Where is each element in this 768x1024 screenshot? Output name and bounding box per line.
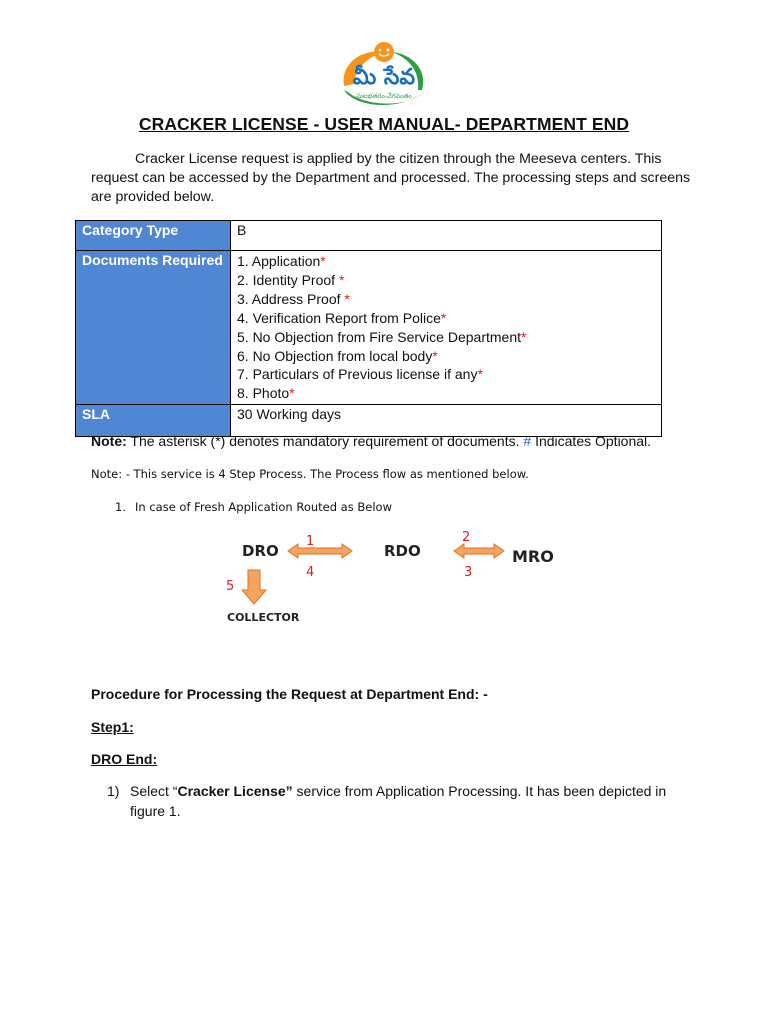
document-item: 2. Identity Proof * xyxy=(237,271,345,288)
node-rdo: RDO xyxy=(384,542,421,560)
double-arrow-icon xyxy=(288,544,352,558)
document-item: 1. Application* xyxy=(237,253,326,269)
asterisk-note: Note: The asterisk (*) denotes mandatory requirement of documents. # Indicates Optional. xyxy=(91,433,652,449)
logo-tagline: సులభతరం-వేగవంతం xyxy=(356,92,412,100)
documents-required-label: Documents Required xyxy=(76,251,231,405)
note-label: Note: xyxy=(91,433,127,449)
process-flow-diagram xyxy=(220,528,560,632)
node-dro: DRO xyxy=(242,542,279,560)
intro-paragraph xyxy=(91,150,691,207)
meeseva-logo xyxy=(334,40,434,114)
document-item: 8. Photo* xyxy=(237,385,295,402)
procedure-heading: Procedure for Processing the Request at Department End: - xyxy=(91,686,488,702)
step-number: 4 xyxy=(306,565,315,580)
document-item: 3. Address Proof * xyxy=(237,290,350,307)
category-type-value: B xyxy=(231,221,662,251)
table-row xyxy=(76,405,662,437)
instruction-paragraph: 1) Select “Cracker License” service from Application Processing. It has been depicted in figure 1. xyxy=(107,783,667,819)
intro-line-2: request can be accessed by the Department and processed. The processing steps and screens xyxy=(91,170,691,186)
table-row xyxy=(76,221,662,251)
category-type-label: Category Type xyxy=(76,221,231,251)
list-item: 1. In case of Fresh Application Routed as Below xyxy=(115,500,392,514)
process-note: Note: - This service is 4 Step Process. The Process flow as mentioned below. xyxy=(91,467,529,481)
step-number: 2 xyxy=(462,530,471,545)
document-item: 4. Verification Report from Police* xyxy=(237,309,447,326)
hash-symbol: # xyxy=(523,433,532,449)
documents-list xyxy=(231,251,662,405)
step-number: 1 xyxy=(306,534,315,549)
document-item: 6. No Objection from local body* xyxy=(237,347,438,364)
dro-end-heading: DRO End: xyxy=(91,751,158,767)
intro-line-1: Cracker License request is applied by the citizen through the Meeseva centers. This xyxy=(135,151,662,167)
document-item: 7. Particulars of Previous license if any* xyxy=(237,366,483,383)
document-item: 5. No Objection from Fire Service Department* xyxy=(237,328,527,345)
step1-heading: Step1: xyxy=(91,719,134,735)
service-info-table xyxy=(75,220,662,437)
down-arrow-icon xyxy=(242,570,266,604)
table-row xyxy=(76,251,662,405)
step-number: 3 xyxy=(464,565,473,580)
step-number: 5 xyxy=(226,579,235,594)
document-title: CRACKER LICENSE - USER MANUAL- DEPARTMENT END xyxy=(138,114,630,134)
intro-line-3: are provided below. xyxy=(91,189,215,205)
sla-label: SLA xyxy=(76,405,231,437)
service-name: Cracker License” xyxy=(177,783,293,799)
logo-text: మీ సేవ xyxy=(352,65,416,90)
node-mro: MRO xyxy=(512,547,554,566)
sla-value: 30 Working days xyxy=(231,405,662,437)
node-collector: COLLECTOR xyxy=(227,611,300,624)
double-arrow-icon xyxy=(454,544,504,558)
